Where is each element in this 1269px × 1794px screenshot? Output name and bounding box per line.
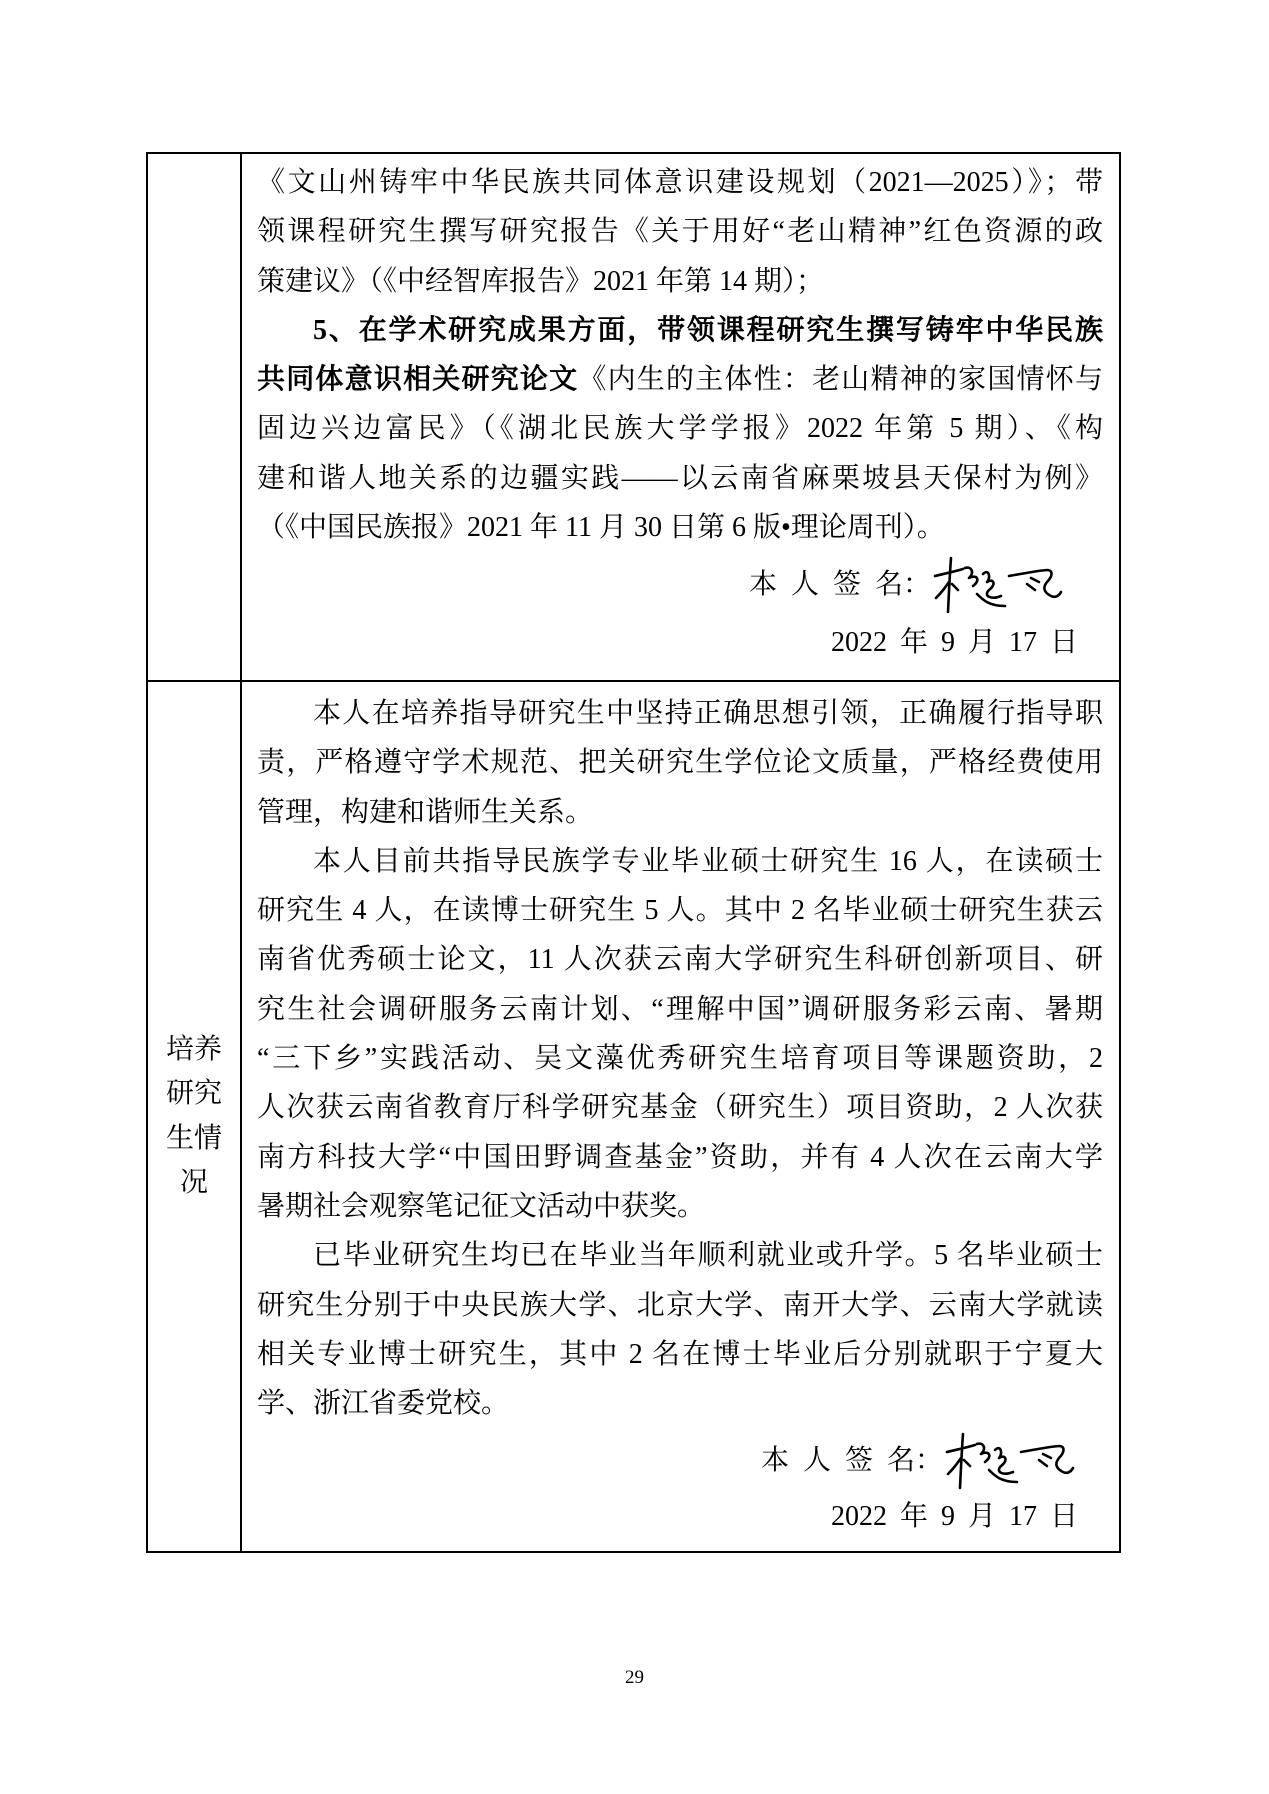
handwritten-signature xyxy=(931,554,1063,616)
row-label-line: 况 xyxy=(179,1167,208,1198)
item5-line: 建和谐人地关系的边疆实践——以云南省麻栗坡县天保村为例》 xyxy=(257,462,1103,494)
page-number: 29 xyxy=(625,1667,644,1688)
training-line: 管理，构建和谐师生关系。 xyxy=(257,796,594,828)
training-line: 研究生分别于中央民族大学、北京大学、南开大学、云南大学就读 xyxy=(257,1289,1103,1321)
training-line: 暑期社会观察笔记征文活动中获奖。 xyxy=(257,1190,706,1222)
form-table xyxy=(146,152,1121,1553)
signature-label: 本 人 签 名： xyxy=(748,569,931,601)
training-line: 究生社会调研服务云南计划、“理解中国”调研服务彩云南、暑期 xyxy=(257,993,1103,1025)
training-line: 南方科技大学“中国田野调查基金”资助，并有 4 人次在云南大学 xyxy=(257,1141,1103,1173)
training-line: 已毕业研究生均已在毕业当年顺利就业或升学。5 名毕业硕士 xyxy=(313,1240,1103,1272)
row2-content-cell xyxy=(242,682,1119,1551)
row-label-line: 研究 xyxy=(165,1078,222,1109)
training-line: 本人目前共指导民族学专业毕业硕士研究生 16 人，在读硕士 xyxy=(313,845,1103,877)
report-line: 策建议》（《中经智库报告》2021 年第 14 期）； xyxy=(257,265,825,297)
row-label-line: 培养 xyxy=(165,1033,222,1065)
report-line: 《文山州铸牢中华民族共同体意识建设规划（2021—2025）》；带 xyxy=(257,167,1103,198)
item5-line: 固边兴边富民》（《湖北民族大学学报》2022 年第 5 期）、《构 xyxy=(257,413,1103,445)
training-line: 责，严格遵守学术规范、把关研究生学位论文质量，严格经费使用 xyxy=(257,747,1103,779)
row-label-line: 生情 xyxy=(165,1122,222,1154)
signature-date: 2022 年 9 月 17 日 xyxy=(830,627,1078,659)
item5-line: （《中国民族报》2021 年 11 月 30 日第 6 版•理论周刊）。 xyxy=(257,512,945,544)
signature-row xyxy=(257,555,1103,615)
item5-text: 《内生的主体性：老山精神的家国情怀与 xyxy=(578,364,1103,396)
row1-content-cell xyxy=(242,154,1119,682)
signature-stroke xyxy=(935,558,1061,612)
signature-date: 2022 年 9 月 17 日 xyxy=(830,1501,1078,1533)
row2-label-cell xyxy=(148,682,242,1551)
training-line: 人次获云南省教育厅科学研究基金（研究生）项目资助，2 人次获 xyxy=(257,1092,1103,1124)
training-line: 研究生 4 人，在读博士研究生 5 人。其中 2 名毕业硕士研究生获云 xyxy=(257,895,1103,927)
signature-row xyxy=(257,1431,1103,1491)
training-line: 本人在培养指导研究生中坚持正确思想引领，正确履行指导职 xyxy=(313,698,1103,729)
report-line: 领课程研究生撰写研究报告《关于用好“老山精神”红色资源的政 xyxy=(257,216,1103,248)
signature-label: 本 人 签 名： xyxy=(760,1445,943,1477)
training-line: 相关专业博士研究生，其中 2 名在博士毕业后分别就职于宁夏大 xyxy=(257,1338,1103,1370)
item5-line xyxy=(257,355,1103,404)
training-line: 学、浙江省委党校。 xyxy=(257,1388,510,1420)
training-line: “三下乡”实践活动、吴文藻优秀研究生培育项目等课题资助，2 xyxy=(257,1043,1103,1075)
signature-stroke xyxy=(947,1434,1073,1488)
training-line: 南省优秀硕士论文，11 人次获云南大学研究生科研创新项目、研 xyxy=(257,944,1103,976)
item5-heading-line: 5、在学术研究成果方面，带领课程研究生撰写铸牢中华民族 xyxy=(313,314,1103,346)
item5-heading-tail: 共同体意识相关研究论文 xyxy=(257,364,579,396)
handwritten-signature xyxy=(943,1430,1075,1492)
row1-label-cell xyxy=(148,154,242,682)
